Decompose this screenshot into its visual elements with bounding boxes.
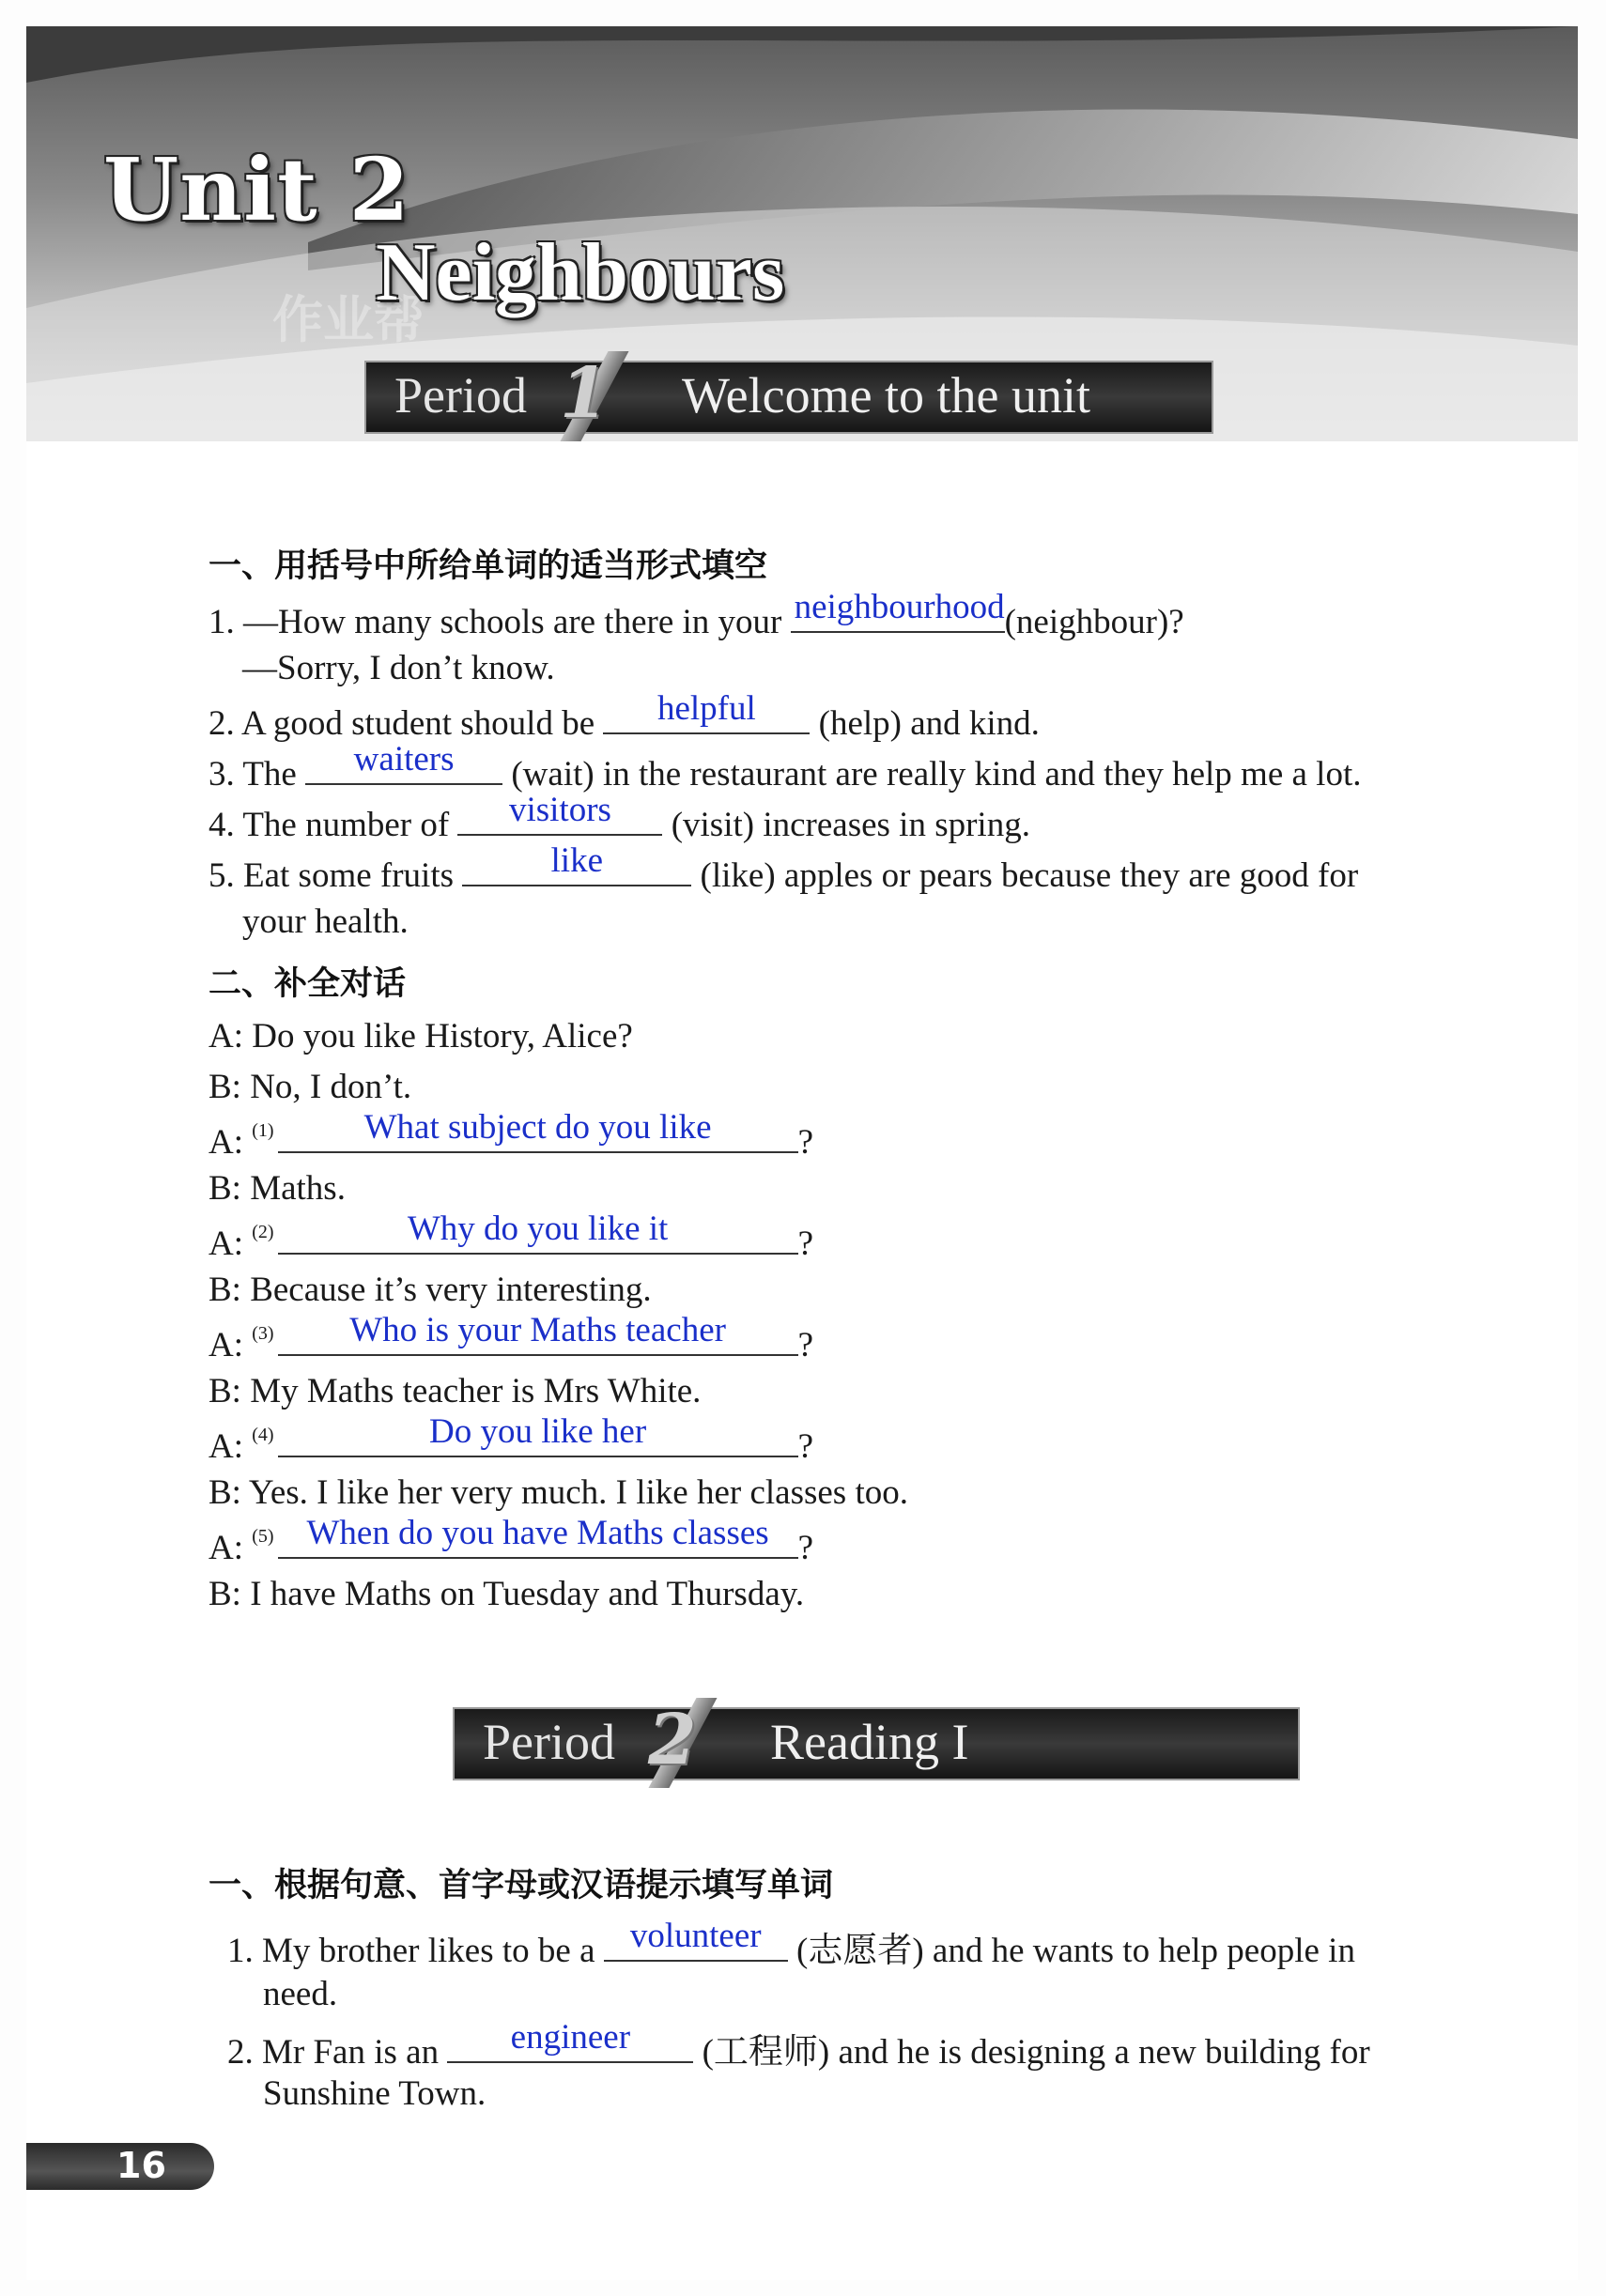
watermark-logo: 作业帮: [272, 290, 425, 349]
question-text: 2. Mr Fan is an: [227, 2033, 440, 2072]
dialogue-blank-1: [208, 1108, 814, 1163]
question-2-cont: Sunshine Town.: [263, 2074, 486, 2113]
dialogue-line: B: Yes. I like her very much. I like her classes too.: [208, 1473, 908, 1512]
dialogue-line: B: My Maths teacher is Mrs White.: [208, 1372, 702, 1410]
question-text: (志愿者) and he wants to help people in: [796, 1932, 1355, 1970]
question-text: 2. A good student should be: [208, 704, 595, 743]
dialogue-blank-2: [208, 1210, 814, 1264]
question-mark: ?: [797, 1326, 814, 1364]
question-mark: ?: [797, 1529, 814, 1567]
question-mark: ?: [797, 1427, 814, 1466]
question-1-cont: need.: [263, 1975, 338, 2013]
dialogue-blank-3: [208, 1311, 814, 1365]
section-heading: 一、根据句意、首字母或汉语提示填写单词: [208, 1867, 834, 1904]
period-number: 2: [648, 1700, 697, 1780]
question-text: 4. The number of: [208, 806, 450, 844]
answer-blank: [305, 740, 502, 785]
answer: like: [550, 841, 603, 880]
answer: helpful: [656, 689, 756, 728]
dialogue-blank-5: [208, 1514, 814, 1568]
question-3: [208, 740, 1362, 794]
unit-title: Unit 2: [103, 139, 410, 240]
question-text: (工程师) and he is designing a new building for: [702, 2033, 1370, 2072]
answer-blank: [603, 689, 810, 734]
question-5-cont: your health.: [242, 902, 409, 941]
dialogue-line: A: Do you like History, Alice?: [208, 1017, 633, 1056]
answer-blank: [278, 1412, 798, 1457]
page-number: 16: [116, 2145, 166, 2186]
question-2: [208, 689, 1040, 744]
answer-blank: [604, 1917, 788, 1962]
answer: engineer: [510, 2018, 631, 2057]
question-1-reply: —Sorry, I don’t know.: [242, 649, 555, 687]
question-mark: ?: [797, 1225, 814, 1263]
answer: visitors: [508, 791, 611, 829]
blank-number: (4): [252, 1425, 274, 1445]
answer: Why do you like it: [407, 1210, 669, 1248]
question-5: [208, 841, 1359, 896]
speaker-a: A:: [208, 1427, 243, 1466]
speaker-a: A:: [208, 1123, 243, 1162]
blank-number: (3): [252, 1323, 274, 1344]
dialogue-line: B: Because it’s very interesting.: [208, 1271, 652, 1309]
question-mark: ?: [797, 1123, 814, 1162]
dialogue-line: B: I have Maths on Tuesday and Thursday.: [208, 1575, 805, 1613]
question-1: [208, 588, 1184, 642]
speaker-a: A:: [208, 1529, 243, 1567]
period-2-bar: [453, 1700, 1300, 1780]
answer-blank: [791, 588, 1005, 633]
question-2: [227, 2018, 1370, 2073]
question-text: (wait) in the restaurant are really kind and they help me a lot.: [511, 755, 1362, 794]
dialogue-blank-4: [208, 1412, 814, 1467]
speaker-a: A:: [208, 1326, 243, 1364]
answer: When do you have Maths classes: [306, 1514, 769, 1552]
answer: What subject do you like: [363, 1108, 712, 1147]
question-text: 1. My brother likes to be a: [227, 1932, 595, 1970]
dialogue-line: B: No, I don’t.: [208, 1068, 412, 1106]
question-text: 1. —How many schools are there in your: [208, 603, 782, 641]
answer-blank: [278, 1108, 798, 1153]
period-title: Welcome to the unit: [682, 367, 1091, 424]
blank-number: (2): [252, 1222, 274, 1242]
answer-blank: [457, 791, 662, 836]
dialogue-line: B: Maths.: [208, 1169, 346, 1208]
section-heading: 一、用括号中所给单词的适当形式填空: [208, 547, 768, 585]
answer: neighbourhood: [794, 588, 1005, 626]
section-heading: 二、补全对话: [208, 965, 407, 1003]
answer-blank: [278, 1210, 798, 1255]
blank-number: (5): [252, 1526, 274, 1547]
speaker-a: A:: [208, 1225, 243, 1263]
question-1: [227, 1917, 1355, 1972]
question-text: (neighbour)?: [1004, 603, 1184, 641]
period-label: Period: [394, 367, 527, 424]
answer: volunteer: [629, 1917, 762, 1955]
unit-subtitle: Neighbours: [376, 227, 785, 318]
question-text: (visit) increases in spring.: [671, 806, 1030, 844]
answer-blank: [462, 841, 691, 886]
period-1-bar: [364, 353, 1213, 434]
answer-blank: [278, 1311, 798, 1356]
period-number: 1: [560, 353, 609, 434]
answer-blank: [278, 1514, 798, 1559]
question-text: (help) and kind.: [818, 704, 1040, 743]
period-label: Period: [483, 1714, 615, 1770]
question-text: (like) apples or pears because they are good for: [700, 856, 1359, 895]
answer: Who is your Maths teacher: [349, 1311, 726, 1349]
answer: waiters: [353, 740, 455, 778]
question-text: 5. Eat some fruits: [208, 856, 455, 895]
question-text: 3. The: [208, 755, 297, 794]
answer-blank: [447, 2018, 693, 2063]
answer: Do you like her: [428, 1412, 647, 1451]
period-title: Reading I: [770, 1714, 969, 1770]
question-4: [208, 791, 1030, 845]
blank-number: (1): [252, 1120, 274, 1141]
